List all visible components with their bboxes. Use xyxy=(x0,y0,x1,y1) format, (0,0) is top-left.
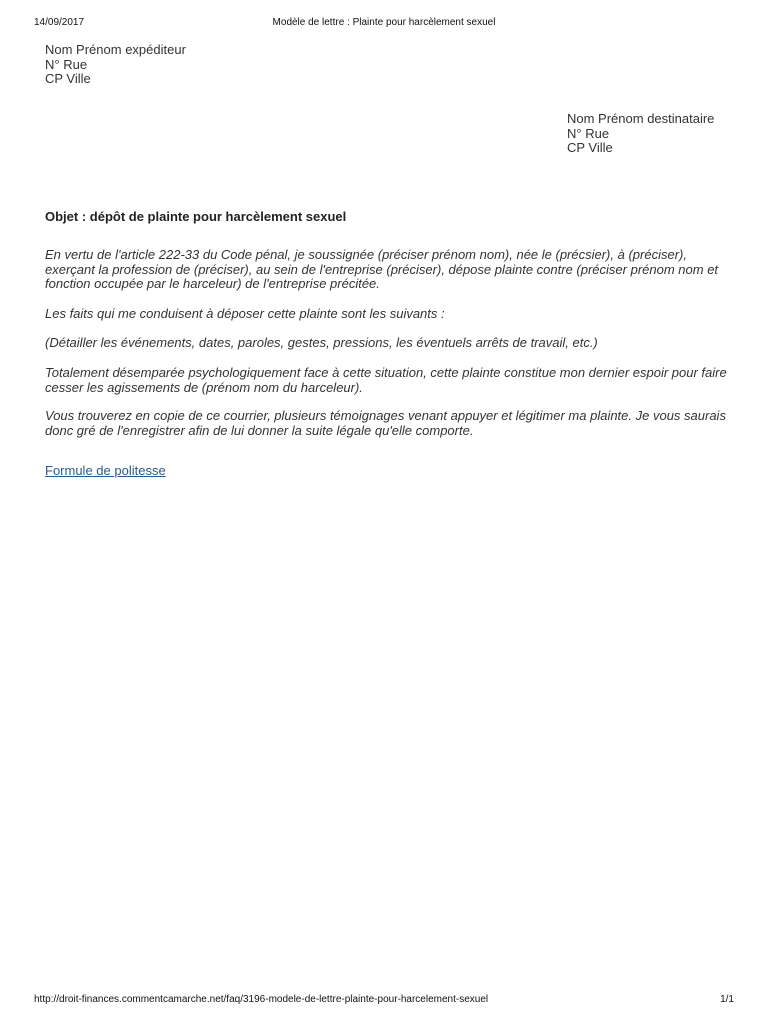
page-number: 1/1 xyxy=(720,994,734,1005)
letter-paragraph: En vertu de l'article 222-33 du Code pénal, je soussignée (préciser prénom nom), née le (précsier), à (préciser), exerçant la profession de (préciser), au sein de l'entreprise (préciser), dépose plainte contre (préciser prénom nom et fonction occupée par le harceleur) de l'entreprise précitée. xyxy=(45,247,719,292)
sender-city: CP Ville xyxy=(45,71,91,86)
closing-formula-link[interactable]: Formule de politesse xyxy=(45,463,166,478)
recipient-street: N° Rue xyxy=(567,125,610,141)
print-url: http://droit-finances.commentcamarche.net/faq/3196-modele-de-lettre-plainte-pour-harcelement-sexuel xyxy=(34,994,489,1005)
print-title: Modèle de lettre : Plainte pour harcèlement sexuel xyxy=(272,17,496,28)
sender-address xyxy=(45,43,186,87)
letter-paragraph: Vous trouverez en copie de ce courrier, plusieurs témoignages venant appuyer et légitimer ma plainte. Je vous saurais donc gré de l'enregistrer afin de lui donner la suite légale qu'elle comporte. xyxy=(45,408,726,438)
print-footer xyxy=(34,994,734,1008)
print-header xyxy=(34,17,734,31)
recipient-city: CP Ville xyxy=(567,140,613,155)
print-date: 14/09/2017 xyxy=(34,17,85,28)
letter-subject: Objet : dépôt de plainte pour harcèlement sexuel xyxy=(45,209,347,224)
letter-paragraph: Totalement désemparée psychologiquement face à cette situation, cette plainte constitue mon dernier espoir pour faire cesser les agissements de (prénom nom du harceleur). xyxy=(45,365,727,395)
recipient-name: Nom Prénom destinataire xyxy=(567,111,715,126)
letter-paragraph: Les faits qui me conduisent à déposer cette plainte sont les suivants : xyxy=(45,306,445,321)
sender-street: N° Rue xyxy=(45,56,88,72)
letter-paragraph: (Détailler les événements, dates, paroles, gestes, pressions, les éventuels arrêts de travail, etc.) xyxy=(45,335,598,350)
recipient-address xyxy=(567,112,714,156)
sender-name: Nom Prénom expéditeur xyxy=(45,42,186,57)
